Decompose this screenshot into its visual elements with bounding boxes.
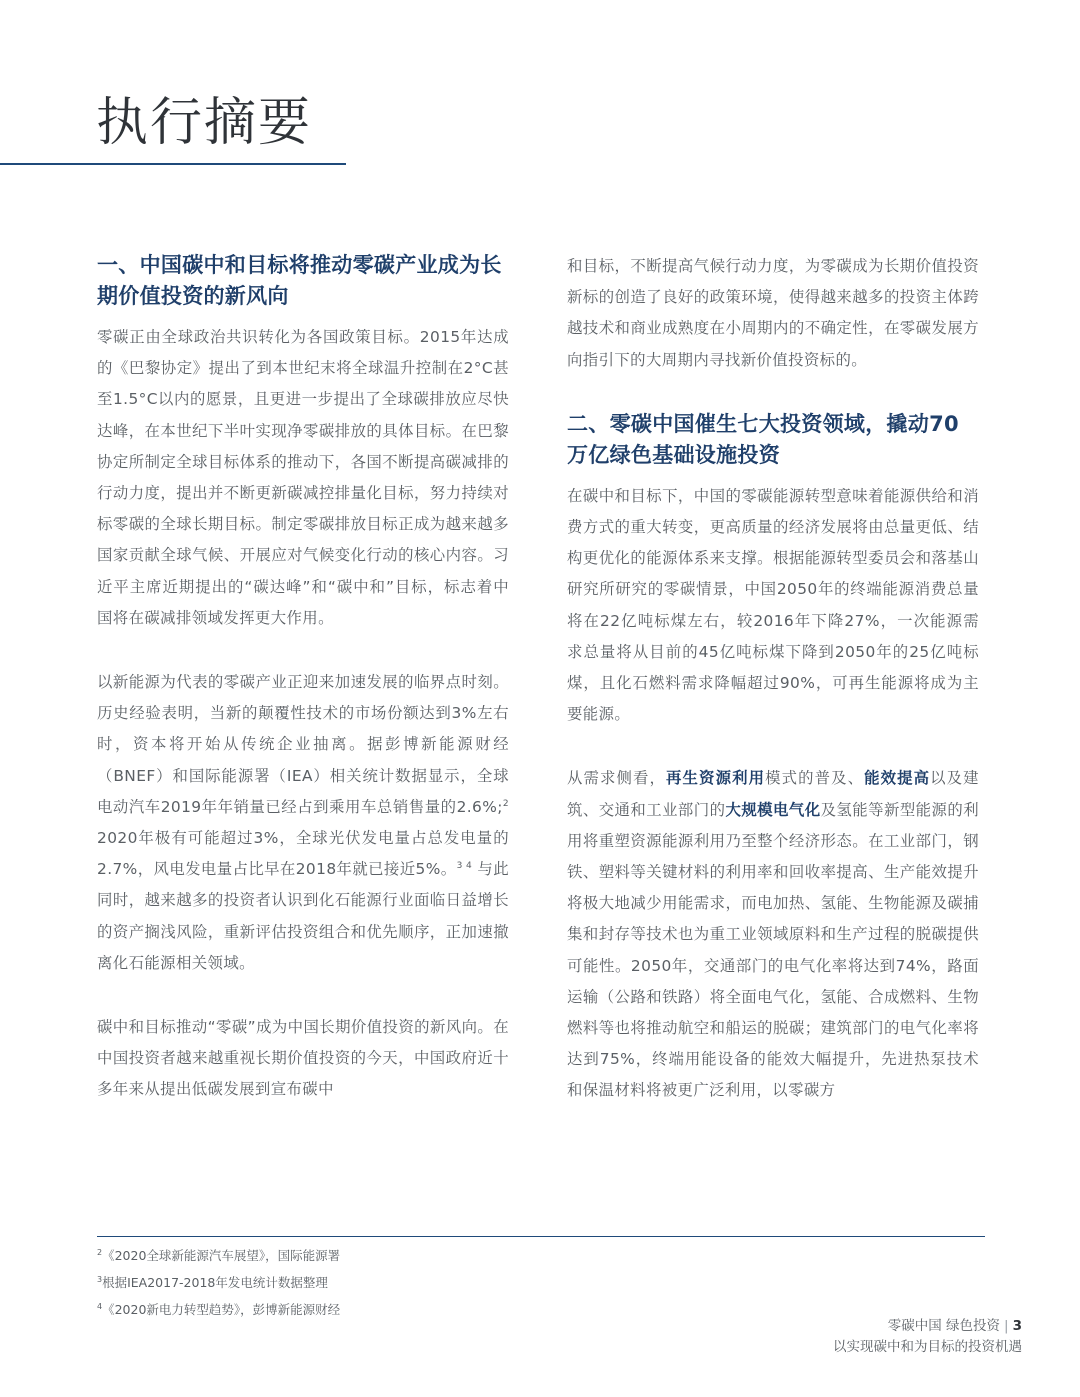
section-1-paragraph-3: 碳中和目标推动“零碳”成为中国长期价值投资的新风向。在中国投资者越来越重视长期价值投资的今天，中国政府近十多年来从提出低碳发展到宣布碳中 xyxy=(97,1018,509,1099)
footnote-item xyxy=(97,1242,697,1269)
footnote-text: 《2020新电力转型趋势》，彭博新能源财经 xyxy=(102,1302,341,1317)
section-2-paragraph-2 xyxy=(567,763,979,1106)
page-footer xyxy=(833,1316,1022,1358)
section-1-paragraph-2 xyxy=(97,667,509,979)
highlight-term: 大规模电气化 xyxy=(725,800,821,819)
footnote-divider xyxy=(97,1236,985,1237)
footnote-ref-2: 2 xyxy=(502,798,509,809)
footnote-text: 《2020全球新能源汽车展望》，国际能源署 xyxy=(102,1248,341,1263)
footer-separator: | xyxy=(1004,1318,1009,1334)
highlight-term: 能效提高 xyxy=(864,769,931,788)
right-column xyxy=(567,251,979,1107)
footer-report-title: 零碳中国 绿色投资 xyxy=(887,1318,1001,1334)
section-1-heading: 一、中国碳中和目标将推动零碳产业成为长期价值投资的新风向 xyxy=(97,253,502,308)
footnote-text: 根据IEA2017-2018年发电统计数据整理 xyxy=(102,1275,328,1290)
footnote-item xyxy=(97,1269,697,1296)
title-underline xyxy=(0,163,346,165)
footnote-item xyxy=(97,1296,697,1323)
footnotes xyxy=(97,1242,697,1323)
highlight-term: 再生资源利用 xyxy=(666,769,766,788)
footer-subtitle: 以实现碳中和为目标的投资机遇 xyxy=(833,1339,1022,1355)
footnote-mark: 4 xyxy=(97,1301,103,1311)
section-1-paragraph-1: 零碳正由全球政治共识转化为各国政策目标。2015年达成的《巴黎协定》提出了到本世纪末将全球温升控制在2°C甚至1.5°C以内的愿景，且更进一步提出了全球碳排放应尽快达峰，在本世纪下半叶实现净零碳排放的具体目标。在巴黎协定所制定全球目标体系的推动下，各国不断提高碳减排的行动力度，提出并不断更新碳减控排量化目标，努力持续对标零碳的全球长期目标。制定零碳排放目标正成为越来越多国家贡献全球气候、开展应对气候变化行动的核心内容。习近平主席近期提出的“碳达峰”和“碳中和”目标，标志着中国将在碳减排领域发挥更大作用。 xyxy=(97,328,509,627)
para-text: 从需求侧看， xyxy=(567,769,667,788)
para-text: 2020年极有可能超过3%，全球光伏发电量占总发电量的2.7%，风电发电量占比早在2018年就已接近5%。 xyxy=(97,829,509,879)
section-2-heading: 二、零碳中国催生七大投资领域，撬动70万亿绿色基础设施投资 xyxy=(567,411,959,467)
footnote-ref-3-4: 3 4 xyxy=(456,861,473,872)
section-2-paragraph-1: 在碳中和目标下，中国的零碳能源转型意味着能源供给和消费方式的重大转变，更高质量的经济发展将由总量更低、结构更优化的能源体系来支撑。根据能源转型委员会和落基山研究所研究的零碳情景，中国2050年的终端能源消费总量将在22亿吨标煤左右，较2016年下降27%，一次能源需求总量将从目前的45亿吨标煤下降到2050年的25亿吨标煤，且化石燃料需求降幅超过90%，可再生能源将成为主要能源。 xyxy=(567,486,979,724)
para-text: 模式的普及、 xyxy=(765,769,865,788)
para-text: 及氢能等新型能源的利用将重塑资源能源利用乃至整个经济形态。在工业部门，钢铁、塑料等关键材料的利用率和回收率提高、生产能效提升将极大地减少用能需求，而电加热、氢能、生物能源及碳捕集和封存等技术也为重工业领域原料和生产过程的脱碳提供可能性。2050年，交通部门的电气化率将达到74%，路面运输（公路和铁路）将全面电气化，氢能、合成燃料、生物燃料等也将推动航空和船运的脱碳；建筑部门的电气化率将达到75%，终端用能设备的能效大幅提升，先进热泵技术和保温材料将被更广泛利用，以零碳方 xyxy=(567,800,979,1100)
para-text: 与此同时，越来越多的投资者认识到化石能源行业面临日益增长的资产搁浅风险，重新评估投资组合和优先顺序，正加速撤离化石能源相关领域。 xyxy=(97,860,510,972)
page-number: 3 xyxy=(1012,1318,1022,1334)
footer-line-1 xyxy=(833,1316,1022,1337)
footnote-mark: 2 xyxy=(97,1247,103,1257)
left-column xyxy=(97,250,509,1106)
page-title: 执行摘要 xyxy=(96,93,313,153)
para-text: 以及建筑、交通和工业部门的 xyxy=(567,769,979,819)
footnote-mark: 3 xyxy=(97,1274,103,1284)
para-text: 以新能源为代表的零碳产业正迎来加速发展的临界点时刻。历史经验表明，当新的颠覆性技术的市场份额达到3%左右时，资本将开始从传统企业抽离。据彭博新能源财经（BNEF）和国际能源署（IEA）相关统计数据显示，全球电动汽车2019年年销量已经占到乘用车总销售量的2.6%; xyxy=(97,673,509,816)
section-1-paragraph-3-continued: 和目标，不断提高气候行动力度，为零碳成为长期价值投资新标的创造了良好的政策环境，使得越来越多的投资主体跨越技术和商业成熟度在小周期内的不确定性，在零碳发展方向指引下的大周期内寻找新价值投资标的。 xyxy=(567,257,979,369)
